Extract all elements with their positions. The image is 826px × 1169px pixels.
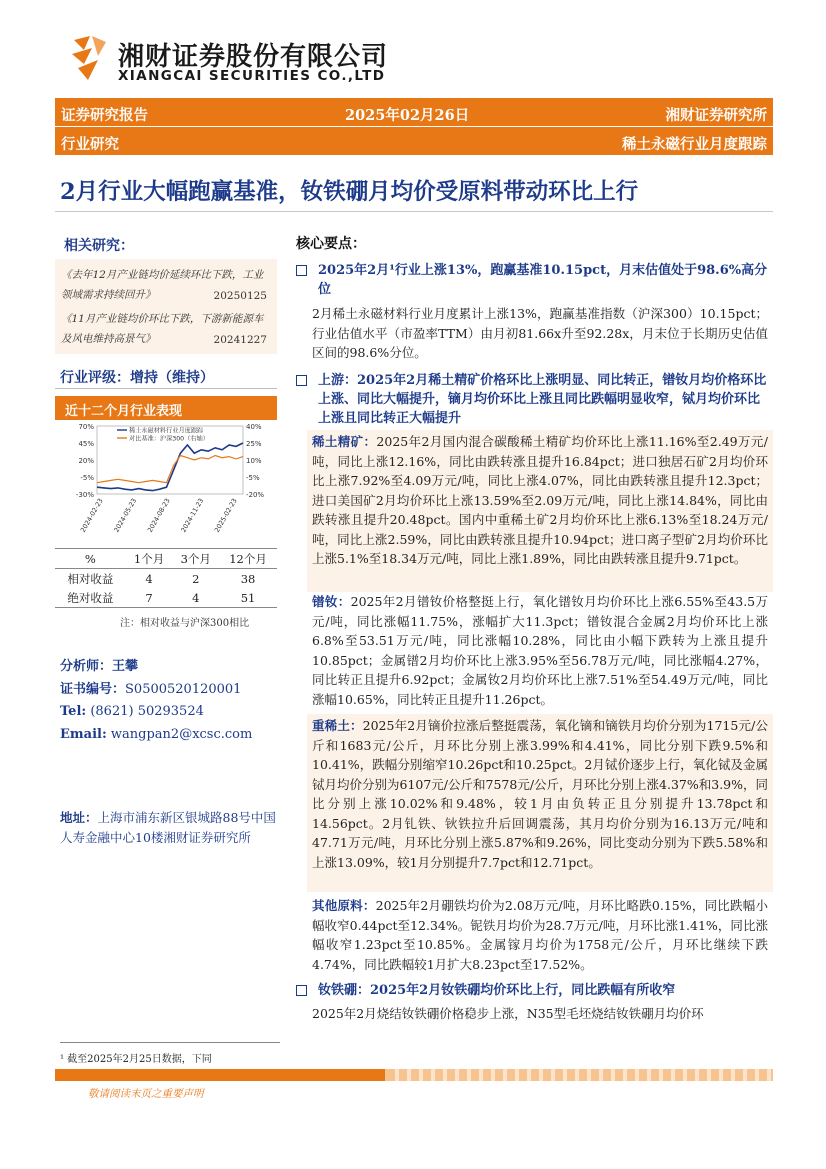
footnote-divider	[60, 1042, 280, 1043]
series-line	[97, 443, 243, 491]
table-cell: 7	[126, 588, 173, 608]
bullet-3-title: 钕铁硼：2025年2月钕铁硼均价环比上行，同比跌幅有所收窄	[318, 983, 676, 998]
cert-number: S0500520120001	[125, 681, 242, 697]
paragraph-other-materials	[312, 896, 768, 974]
paragraph-rare-earth-ore	[312, 432, 768, 569]
table-cell: 相对收益	[67, 571, 114, 586]
table-note: 注：相对收益与沪深300相比	[120, 618, 250, 629]
y-right-tick-label: -5%	[246, 474, 260, 482]
footer-stripe-bar	[55, 1069, 773, 1081]
table-cell: 4	[145, 571, 153, 586]
legend-label: 稀土永磁材料行业月度跟踪	[129, 427, 204, 435]
y-right-tick-label: -20%	[246, 491, 265, 499]
table-row	[55, 569, 277, 589]
performance-heading: 近十二个月行业表现	[65, 404, 183, 419]
table-cell: 绝对收益	[55, 588, 126, 608]
report-title: 2月行业大幅跑赢基准，钕铁硼月均价受原料带动环比上行	[60, 179, 639, 205]
analyst-label: 分析师：	[60, 659, 113, 674]
performance-chart	[55, 420, 277, 544]
related-research-box	[55, 259, 277, 354]
bullet-1-title: 2025年2月¹行业上涨13%，跑赢基准10.15pct，月末估值处于98.6%高分位	[318, 263, 768, 297]
address-block	[60, 808, 280, 848]
industry-rating: 行业评级：增持（维持）	[60, 370, 214, 386]
footnote: ¹ 截至2025年2月25日数据，下同	[60, 1054, 212, 1065]
core-points-heading: 核心要点：	[296, 236, 366, 252]
x-tick-label: 2025-02-23	[212, 497, 239, 534]
bullet-1-text: 2月稀土永磁材料行业月度累计上涨13%，跑赢基准指数（沪深300）10.15pct；行业估值水平（市盈率TTM）由月初81.66x升至92.28x，月末位于长期历史估值区间的98.6%分位。	[312, 306, 768, 360]
related-item-1-line1[interactable]: 《去年12月产业链均价延续环比下跌，工业	[61, 269, 264, 281]
table-cell: 38	[240, 571, 256, 586]
x-tick-label: 2024-11-23	[179, 497, 206, 534]
report-date: 2025年02月26日	[345, 107, 470, 124]
x-tick-label: 2024-05-23	[112, 497, 139, 534]
checkbox-bullet-icon	[296, 265, 307, 276]
related-item-1-date: 20250125	[213, 290, 267, 302]
y-left-tick-label: 20%	[78, 457, 94, 465]
title-divider	[55, 211, 773, 212]
bullet-3-text: 2025年2月烧结钕铁硼价格稳步上涨，N35型毛坯烧结钕铁硼月均价环	[312, 1006, 704, 1021]
address-label: 地址：	[60, 810, 98, 825]
related-item-2-line2[interactable]: 及风电维持高景气》	[61, 333, 156, 345]
tel-number: (8621) 50293524	[90, 704, 204, 719]
institute-name: 湘财证券研究所	[665, 107, 767, 124]
related-item-1-line2[interactable]: 领域需求持续回升》	[61, 289, 156, 301]
performance-heading-bar	[55, 396, 277, 420]
paragraph-heavy-re	[312, 716, 768, 872]
table-cell: 4	[172, 588, 219, 608]
table-cell: 51	[219, 588, 277, 608]
report-category: 行业研究	[61, 136, 119, 153]
table-row	[55, 588, 277, 608]
label-heavy-re: 重稀土：	[312, 718, 363, 733]
x-tick-label: 2024-08-23	[145, 497, 172, 534]
checkbox-bullet-icon	[296, 375, 307, 386]
y-right-tick-label: 40%	[246, 423, 262, 431]
header-band-top	[55, 98, 773, 126]
table-header: %	[55, 549, 126, 569]
cert-label: 证书编号：	[60, 681, 126, 697]
label-rare-earth-ore: 稀土精矿：	[312, 434, 377, 449]
company-name-cn: 湘财证券股份有限公司	[118, 42, 389, 72]
label-prnd: 镨钕：	[312, 594, 351, 609]
y-left-tick-label: 45%	[78, 440, 94, 448]
text-heavy-re: 2025年2月镝价拉涨后整挺震荡，氧化镝和镝铁月均价分别为1715元/公斤和1683元/公斤，月环比分别上涨3.99%和4.41%，同比分别下跌9.5%和10.41%，跌幅分别缩窄10.26pct和10.25pct。2月铽价逐步上行，氧化铽及金属铽月均价分别为6107元/公斤和7578元/公斤，月环比分别上涨4.37%和3.9%，同比分别上涨10.02%和9.48%，较1月由负转正且分别提升13.78pct和14.56pct。2月钆铁、钬铁拉升后回调震荡，其月均价分别为16.13万元/吨和47.71万元/吨，月环比分别上涨5.87%和9.26%，同比变动分别为下跌5.58%和上涨13.09%，较1月分别提升7.7pct和12.71pct。	[312, 718, 769, 870]
company-logo-icon	[70, 34, 110, 82]
y-right-tick-label: 10%	[246, 457, 262, 465]
related-research-heading: 相关研究：	[64, 238, 134, 254]
label-other-materials: 其他原料：	[312, 898, 376, 913]
bullet-2-title: 上游：2025年2月稀土精矿价格环比上涨明显、同比转正，镨钕月均价格环比上涨、同比大幅提升，镝月均价环比上涨且同比跌幅明显收窄，铽月均价环比上涨且同比转正大幅提升	[318, 373, 767, 426]
footer-disclaimer: 敬请阅读末页之重要声明	[88, 1088, 204, 1100]
text-rare-earth-ore: 2025年2月国内混合碳酸稀土精矿均价环比上涨11.16%至2.49万元/吨，同比上涨12.16%，同比由跌转涨且提升16.84pct；进口独居石矿2月均价环比上涨7.92%至4.09万元/吨，同比上涨4.07%，同比由跌转涨且提升12.3pct；进口美国矿2月均价环比上涨13.59%至2.09万元/吨，同比上涨14.84%，同比由跌转涨且提升20.48pct。国内中重稀土矿2月均价环比上涨6.13%至18.24万元/吨，同比上涨2.59%，同比由跌转涨且提升10.94pct；进口离子型矿2月均价环比上涨5.1%至18.34万元/吨，同比上涨1.89%，同比由跌转涨且提升9.71pct。	[312, 434, 768, 566]
table-header: 12个月	[219, 549, 277, 569]
related-item-2-date: 20241227	[213, 334, 267, 346]
related-item-2-line1[interactable]: 《11月产业链均价环比下跌，下游新能源车	[61, 313, 264, 325]
text-prnd: 2025年2月镨钕价格整挺上行，氧化镨钕月均价环比上涨6.55%至43.5万元/吨，同比涨幅11.75%，涨幅扩大11.3pct；镨钕混合金属2月均价环比上涨6.8%至53.51万元/吨，同比涨幅10.28%，同比由小幅下跌转为上涨且提升10.85pct；金属镨2月均价环比上涨3.95%至56.78万元/吨，同比涨幅4.27%，同比转正且提升6.92pct；金属钕2月均价环比上涨7.51%至54.49万元/吨，同比涨幅10.65%，同比转正且提升11.26pct。	[312, 594, 768, 707]
y-right-tick-label: 25%	[246, 440, 262, 448]
text-other-materials: 2025年2月硼铁均价为2.08万元/吨，月环比略跌0.15%，同比跌幅小幅收窄0.44pct至12.34%。铌铁月均价为28.7万元/吨，月环比涨1.41%，同比涨幅收窄1.23pct至10.85%。金属镓月均价为1758元/公斤，月环比继续下跌4.74%，同比跌幅较1月扩大8.23pct至17.52%。	[312, 898, 768, 972]
rating-divider	[55, 388, 277, 389]
performance-chart-svg	[55, 420, 277, 544]
table-header: 3个月	[172, 549, 219, 569]
tel-label: Tel:	[60, 704, 87, 719]
report-series: 稀土永磁行业月度跟踪	[622, 136, 767, 153]
email-address[interactable]: wangpan2@xcsc.com	[110, 726, 253, 742]
table-cell: 2	[192, 571, 200, 586]
report-type: 证券研究报告	[61, 107, 148, 124]
checkbox-bullet-icon	[296, 985, 307, 996]
company-name-en: XIANGCAI SECURITIES CO.,LTD	[118, 68, 386, 84]
x-tick-label: 2024-02-23	[78, 497, 105, 534]
email-label: Email:	[60, 726, 107, 742]
address-text: 上海市浦东新区银城路88号中国人寿金融中心10楼湘财证券研究所	[60, 810, 276, 845]
legend-label: 对比基准：沪深300（右轴）	[129, 435, 209, 443]
paragraph-prnd	[312, 592, 768, 709]
analyst-name: 王攀	[112, 659, 139, 674]
table-header: 1个月	[126, 549, 173, 569]
header-band-bottom	[55, 127, 773, 155]
performance-table	[55, 548, 277, 608]
y-left-tick-label: -30%	[75, 491, 94, 499]
analyst-block	[60, 656, 252, 746]
y-left-tick-label: 70%	[78, 423, 94, 431]
y-left-tick-label: -5%	[80, 474, 94, 482]
